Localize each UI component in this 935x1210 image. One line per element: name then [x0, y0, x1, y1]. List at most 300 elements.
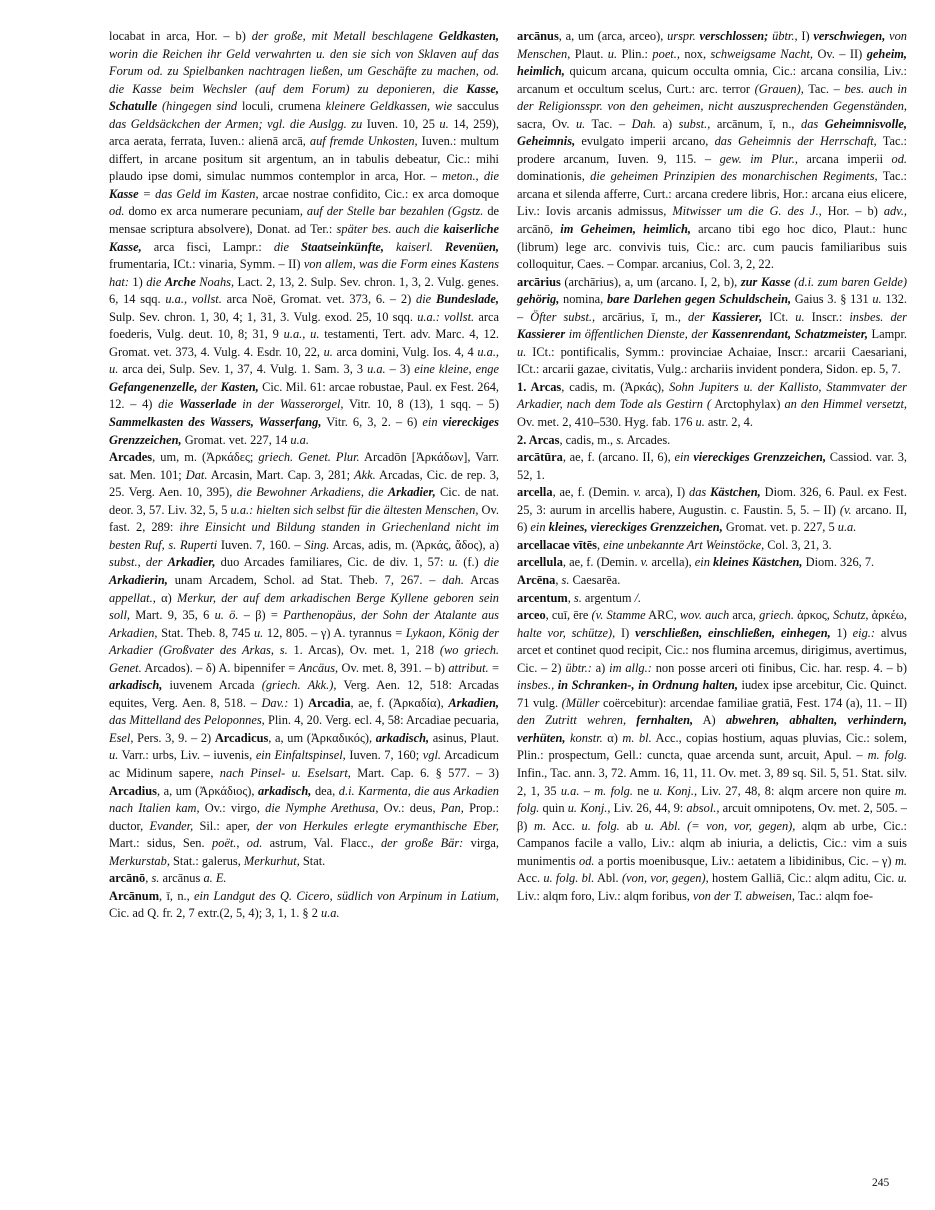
entry-text: (f.) — [457, 555, 484, 570]
entry-text: Stat.: galerus, — [169, 853, 244, 868]
entry-text: , cadis, m., — [559, 432, 617, 447]
entry-text: alvus arcet et continet quod recipit, Cic.: nos flumina arcemus, dirigimus, avertimus, Cic. – 2) — [517, 625, 907, 675]
entry-text: Abl. — [594, 871, 622, 886]
entry-text: u.a.: hielten sich selbst für die ältesten Menschen, — [230, 502, 479, 517]
entry-headword: arcellula — [517, 555, 563, 570]
entry-text: appellat., — [109, 590, 156, 605]
entry-text: ein — [694, 555, 714, 570]
entry-text: Akk. — [354, 467, 376, 482]
entry-text: A) — [693, 713, 726, 728]
entry-text: Cic. ad Q. fr. 2, 7 extr.(2, 5, 4); 3, 1, 1. § 2 — [109, 906, 321, 921]
entry-text: Arcasin, Mart. Cap. 3, 281; — [207, 467, 355, 482]
entry-text: Diom. 326, 6. Paul. ex Fest. 25, 3: aurum in arcellis habere, Augustin. c. Faustin. 5, 5. – II) — [517, 485, 907, 517]
entry-text: dominationis, — [517, 169, 591, 184]
entry-text: astr. 2, 4. — [704, 415, 753, 430]
entry-text: ne — [632, 783, 654, 798]
entry-text: arkadisch, — [258, 783, 312, 798]
dictionary-entry — [517, 607, 907, 905]
entry-text: astrum, Val. Flacc., — [262, 836, 381, 851]
entry-text: Plaut. — [570, 46, 608, 61]
entry-text: zur Kasse — [740, 274, 791, 289]
entry-text: der große, mit Metall beschlagene — [251, 29, 439, 43]
entry-text: Geheimnisvolle, Geheimnis, — [517, 116, 907, 149]
entry-text: = — [488, 660, 500, 675]
entry-text: 1) — [288, 695, 309, 710]
entry-text: Tac.: arcana et silenda afferre, Curt.: arcana credere libris, Hor.: arcana eius elicere, Liv.: Iovis arcanis admissus, — [517, 169, 907, 219]
entry-text: Schutz, — [833, 608, 869, 623]
entry-text: a) — [656, 116, 679, 131]
entry-text: Plin.: — [617, 46, 653, 61]
entry-text: kleinere Geldkassen, wie — [325, 99, 453, 114]
entry-text: arca domini, Vulg. Ios. 4, 4 — [332, 344, 478, 359]
entry-text: s. — [151, 871, 160, 886]
entry-text: Esel, — [109, 730, 134, 745]
entry-headword: arcātūra — [517, 450, 563, 465]
entry-text: Caesarēa. — [569, 572, 621, 587]
entry-text: Sulp. Sev. chron. 1, 30, 4; 1, 31, 3. Vulg. exod. 25, 10 sqq. — [109, 309, 418, 324]
entry-text: ein Landgut des Q. Cicero, südlich von Arpinum in Latium, — [194, 888, 499, 903]
dictionary-entry — [517, 590, 907, 608]
entry-text: , — [145, 871, 152, 886]
entry-text: Tac.: alqm foe- — [794, 888, 873, 903]
entry-text: bes. auch in der Religionsspr. von den geheimen, nicht auszusprechenden Gegenständen, — [517, 81, 907, 114]
entry-text: u. — [872, 292, 882, 307]
entry-text: m. — [534, 818, 547, 833]
entry-text: , ae, f. (Demin. — [562, 555, 641, 570]
entry-text: Col. 3, 21, 3. — [764, 537, 832, 552]
entry-text: meton., die — [442, 169, 499, 184]
entry-text: die — [483, 555, 500, 570]
entry-headword: arceo — [517, 608, 546, 623]
entry-text: den Zutritt wehren, — [517, 713, 637, 728]
entry-text: u. folg. — [581, 818, 620, 833]
entry-text: ἀρκέω, — [868, 608, 907, 623]
entry-text: Liv. 26, 44, 9: — [610, 801, 687, 816]
entry-text: m. folg. — [517, 783, 907, 816]
entry-text: Sohn Jupiters u. der Kallisto, Stammvater der Arkadier, nach dem Tode als Gestirn ( — [517, 379, 907, 412]
entry-text: Pers. 3, 9. – 2) — [133, 730, 215, 745]
entry-headword: 2. Arcas — [517, 432, 560, 447]
entry-text: Arcades. — [624, 432, 671, 447]
entry-text: arca dei, Sulp. Sev. 1, 37, 4. Vulg. 1. Sam. 3, 3 — [118, 362, 368, 377]
entry-text: arcana imperii — [797, 151, 892, 166]
entry-text: v. — [640, 555, 649, 570]
entry-text: das Mittelland des Peloponnes, — [109, 713, 265, 728]
entry-text: verschließen, einschließen, einhegen, — [635, 625, 831, 640]
entry-text: 1. Arcas), Ov. met. 1, 218 — [287, 643, 440, 658]
entry-text: Wasserlade — [178, 397, 237, 412]
entry-text: die — [273, 239, 302, 254]
entry-text: s. — [616, 432, 625, 447]
entry-text: Ov. – II) — [813, 46, 867, 61]
entry-headword: arcārius — [517, 274, 561, 289]
entry-text: von Menschen, — [517, 29, 907, 61]
entry-text: Ov.: deus, — [378, 801, 441, 816]
entry-text: u. — [575, 116, 586, 131]
entry-text: worin die Reichen ihr Geld verwahrten u. den sie sich von Sklaven auf das Forum od. zu Spielbanken nachtragen ließen, um Geschäfte zu machen, od. die Kasse beim Wechsler (auf dem Forum) zu deponieren, die — [109, 46, 499, 96]
entry-text: Cic. Mil. 61: arcae robustae, Paul. ex Fest. 264, 12. – 4) — [109, 379, 499, 412]
entry-text: domo ex arca numerare pecuniam, — [124, 204, 307, 219]
entry-text: subst., — [678, 116, 711, 131]
entry-text: von der T. abweisen, — [692, 888, 795, 903]
entry-text: die Bewohner Arkadiens, die — [236, 485, 388, 500]
entry-text: Diom. 326, 7. — [802, 555, 875, 570]
entry-text: Sing. — [304, 537, 330, 552]
entry-text: arca, — [729, 608, 760, 623]
entry-text: Revenüen, — [444, 239, 499, 254]
entry-text: u. ö. — [214, 608, 239, 623]
entry-text: Noahs, — [195, 274, 235, 289]
entry-text: s. — [561, 572, 570, 587]
entry-text: locabat in arca, Hor. – b) — [109, 29, 252, 43]
entry-text: gehörig, — [517, 292, 560, 307]
entry-text: Arcas — [463, 572, 499, 587]
entry-text: im Geheimen, heimlich, — [560, 222, 691, 237]
entry-text: das Geldsäckchen der Armen; vgl. die Auslgg. zu — [109, 116, 363, 131]
entry-text: attribut. — [448, 660, 489, 675]
entry-text: a) — [591, 660, 610, 675]
entry-text: Merkurhut, — [243, 853, 300, 868]
entry-text: verschlossen; — [699, 29, 769, 43]
entry-text: (griech. Akk.), — [261, 678, 337, 693]
entry-text: , — [567, 590, 574, 605]
entry-text: Infin., Tac. ann. 3, 72. Amm. 16, 11, 11. Ov. met. 3, 89 sq. Sil. 5, 51. Stat. silv. 2, 1, 35 — [517, 765, 907, 798]
entry-text: übtr.: — [565, 660, 592, 675]
entry-text: ein — [530, 520, 549, 535]
entry-text: 14, 259), arca aerata, ferrata, Iuven.: alienā arcā, — [109, 116, 499, 149]
entry-text: α) — [155, 590, 178, 605]
entry-text: testamenti, Tert. adv. Marc. 4, 12. Gromat. vet. 373, 4. Vulg. 4. Esdr. 10, 22, — [109, 327, 499, 359]
entry-text: Tac. – — [585, 116, 632, 131]
entry-text: u. folg. bl. — [543, 871, 595, 886]
entry-text: poët., od. — [211, 836, 263, 851]
entry-text: Ov. met. 8, 391. – b) — [338, 660, 449, 675]
entry-text: der große Bär: — [380, 836, 464, 851]
entry-text: m. — [894, 853, 908, 868]
entry-text: gew. im Plur., — [719, 151, 798, 166]
entry-text: die — [416, 292, 436, 307]
right-column — [517, 28, 907, 905]
dictionary-entry — [517, 379, 907, 432]
entry-text: sacculus — [452, 99, 500, 114]
entry-text: , — [596, 537, 604, 552]
entry-text: Kasten, — [220, 379, 259, 394]
entry-text: Stat. — [299, 853, 326, 868]
entry-text: griech. Genet. Plur. — [258, 450, 360, 465]
entry-text: arca), I) — [641, 485, 689, 500]
entry-text: (von, vor, gegen), — [621, 871, 709, 886]
entry-text: v. — [633, 485, 642, 500]
entry-text: Mart. Cap. 6. § 577. – 3) — [350, 765, 499, 780]
entry-text: u. Abl. (= von, vor, gegen), — [644, 818, 796, 833]
entry-text: fernhalten, — [636, 713, 694, 728]
entry-text: – β) = — [238, 608, 284, 623]
entry-text: u. Konj., — [653, 783, 698, 798]
entry-text: das — [689, 485, 711, 500]
entry-text: , cadis, m. (Ἀρκάς), — [561, 379, 670, 394]
entry-text: sacra, Ov. — [517, 116, 576, 131]
entry-text: nox, — [679, 46, 711, 61]
dictionary-entry — [109, 888, 499, 923]
entry-headword: Arcadius — [109, 783, 157, 798]
entry-text: insbes., — [517, 678, 558, 693]
entry-text: u.a. — [321, 906, 340, 921]
entry-text: von allem, was die Form eines Kastens hat: — [109, 257, 499, 289]
entry-text: Arkadierin, — [109, 572, 168, 587]
entry-headword: Arcānum — [109, 888, 160, 903]
entry-text: insbes. der — [849, 309, 907, 324]
dictionary-entry — [517, 449, 907, 484]
entry-headword: Arcēna — [517, 572, 556, 587]
entry-text: die geheimen Prinzipien des monarchischen Regiments, — [590, 169, 878, 184]
entry-text: Kassenrendant, Schatzmeister, — [711, 327, 868, 342]
entry-text: abwehren, abhalten, verhindern, verhüten, — [517, 713, 907, 745]
entry-text: od. — [579, 853, 595, 868]
entry-text: – 3) — [385, 362, 415, 377]
entry-text: Dah. — [631, 116, 656, 131]
entry-text: non posse arceri oti finibus, Cic. har. resp. 4. – b) — [651, 660, 907, 675]
dictionary-entry — [517, 432, 907, 450]
entry-text: Iuven.: multum differt, in arcane positum sit argentum, an in tabulis debeatur, Cic.: mihi plaudo ipse domi, simulac nummos contemplor in arca, Hor. – — [109, 134, 499, 184]
entry-text: Arcadōn [Ἀρκάδων], Varr. sat. Men. 101; — [109, 450, 499, 482]
entry-text: u. — [517, 344, 527, 359]
entry-text: Tac.: prodere arcanum, Iuven. 9, 115. – — [517, 134, 907, 166]
entry-text: d.i. Karmenta, die aus Arkadien nach Italien kam, — [109, 783, 499, 816]
entry-text: u. — [253, 625, 264, 640]
entry-text: , a, um (arca, arceo), — [558, 29, 668, 43]
entry-text: Arcadicum ac Midinum sapere, — [109, 748, 499, 780]
entry-text: unam Arcadem, Schol. ad Stat. Theb. 7, 267. – — [167, 572, 443, 587]
left-column — [109, 28, 499, 923]
entry-text: Lampr. — [867, 327, 908, 342]
entry-text: Kasse, Schatulle — [109, 81, 499, 114]
entry-headword: Arcadia — [308, 695, 351, 710]
entry-text: m. bl. — [622, 730, 652, 745]
entry-text: arcānus — [159, 871, 204, 886]
entry-text: ein — [422, 415, 443, 430]
entry-text: a. E. — [203, 871, 227, 886]
entry-text: a portis moenibusque, Liv.: aetatem a libidinibus, Cic. – γ) — [594, 853, 895, 868]
entry-text: Arcas, adis, m. (Ἀρκάς, ἄδος), a) — [329, 537, 499, 552]
entry-text: Evander, — [149, 818, 194, 833]
entry-text: übtr., — [768, 29, 798, 43]
entry-text: arcano tibi ego hoc dico, Plaut.: hunc (librum) lege arc. convivis tuis, Cic.: arc. cum paucis familiaribus suis colloquitur, Caes. – Compar. arcanius, Col. 3, 2, 22. — [517, 222, 908, 272]
entry-text: Arkadien, — [448, 695, 499, 710]
entry-text: (wo griech. Genet. — [109, 643, 500, 675]
dictionary-entry — [517, 554, 907, 572]
entry-text: vgl. — [422, 748, 442, 763]
entry-text: arcānum, ī, n., — [710, 116, 802, 131]
entry-text: Merkur, der auf dem arkadischen Berge Kyllene geboren sein soll, — [109, 590, 499, 623]
entry-text: nomina, — [559, 292, 607, 307]
entry-text: Cic. de nat. deor. 3, 57. Liv. 32, 5, 5 — [109, 485, 499, 517]
entry-text: , ae, f. (arcano. II, 6), — [562, 450, 675, 465]
entry-text: im allg.: — [609, 660, 652, 675]
entry-text: Tac. – — [803, 81, 845, 96]
entry-text: die — [158, 397, 179, 412]
entry-text: poet., — [652, 46, 680, 61]
entry-text: ein Einfaltspinsel, — [255, 748, 346, 763]
entry-text: Varr.: urbs, Liv. – iuvenis, — [118, 748, 256, 763]
entry-text: Gaius 3. § 131 — [791, 292, 873, 307]
entry-text: adv., — [883, 204, 908, 219]
dictionary-entry — [517, 28, 907, 274]
entry-text: Merkurstab, — [109, 853, 170, 868]
entry-text: , ae, f. (Ἀρκαδία), — [350, 695, 449, 710]
entry-text: 132. – — [517, 292, 907, 324]
entry-text: griech. — [759, 608, 794, 623]
entry-text: an den Himmel versetzt, — [784, 397, 908, 412]
entry-text: Ov.: virgo, — [199, 801, 266, 816]
entry-text: Vitr. 10, 8 (13), 1 sqq. – 5) — [343, 397, 499, 412]
entry-text: Mart. 9, 35, 6 — [130, 608, 215, 623]
entry-text: u.a. — [837, 520, 857, 535]
entry-text: Stat. Theb. 8, 745 — [157, 625, 254, 640]
entry-text: die Nymphe Arethusa, — [265, 801, 379, 816]
dictionary-entry — [109, 449, 499, 870]
entry-headword: arcella — [517, 485, 553, 500]
entry-text: u. — [448, 555, 458, 570]
entry-text: Arcados). – δ) A. bipennifer = — [141, 660, 299, 675]
dictionary-entry — [517, 484, 907, 537]
entry-text: u.a., u. — [109, 344, 500, 377]
entry-text: die — [146, 274, 165, 289]
entry-text: , cuī, ēre — [545, 608, 592, 623]
dictionary-entry — [109, 28, 499, 449]
entry-text: ICt. — [762, 309, 796, 324]
entry-text: ARC, — [645, 608, 680, 623]
entry-text: loculi, crumena — [237, 99, 326, 114]
entry-text: Ov. fast. 2, 289: — [109, 502, 499, 535]
entry-text: arcānō, — [517, 222, 561, 237]
entry-text: arcae nostrae confidito, Cic.: ex arca domoque — [258, 186, 499, 201]
entry-text: ihre Einsicht und Bildung standen in Griechenland nicht im besten Ruf, s. Ruperti — [109, 520, 499, 552]
entry-headword: arcellacae vītēs — [517, 537, 597, 552]
entry-text: Lykaon, König der Arkadier (Großvater des Arkas, s. — [109, 625, 499, 658]
entry-text: Mart.: sidus, Sen. — [109, 836, 212, 851]
entry-text: od. — [109, 204, 125, 219]
entry-text: konstr. — [565, 730, 603, 745]
entry-text: der — [197, 379, 221, 394]
entry-headword: 1. Arcas — [517, 379, 562, 394]
entry-text: Acc. — [517, 871, 544, 886]
entry-text: u.a.: vollst. — [417, 309, 475, 324]
entry-text: bare Darlehen gegen Schuldschein, — [606, 292, 792, 307]
entry-text: u.a. — [290, 432, 309, 447]
entry-text: arkadisch, — [109, 678, 163, 693]
entry-text: Geldkasten, — [438, 29, 500, 43]
entry-text: arca foederis, Vulg. deut. 10, 8; 31, 9 — [109, 309, 499, 342]
entry-text: Arcadas, Cic. de rep. 3, 25. Verg. Aen. 10, 395), — [109, 467, 499, 500]
entry-text: wov. auch — [679, 608, 730, 623]
entry-text: frumentaria, ICt.: vinaria, Symm. – II) — [109, 257, 304, 272]
entry-text: de mensae scriptura absolvere), Donat. ad Ter.: — [109, 204, 500, 237]
entry-text: dah. — [442, 572, 464, 587]
entry-text: Cassiod. var. 3, 52, 1. — [517, 450, 907, 482]
entry-text: u.a., vollst. — [165, 292, 222, 307]
entry-headword: Arcadicus — [214, 730, 269, 745]
entry-text: (archārius), a, um (arcano. I, 2, b), — [560, 274, 741, 289]
entry-text: ein — [674, 450, 694, 465]
entry-text: u. — [897, 871, 907, 886]
entry-text: u.a., u. — [283, 327, 320, 342]
entry-text: (v. Stamme — [591, 608, 646, 623]
entry-text: 12, 805. – γ) A. tyrannus = — [263, 625, 406, 640]
entry-text: quin — [539, 801, 568, 816]
entry-text: halte vor, schütze), — [517, 625, 616, 640]
entry-text: auf der Stelle bar bezahlen (Ggstz. — [306, 204, 484, 219]
entry-text: der — [688, 309, 712, 324]
dictionary-entry — [517, 572, 907, 590]
entry-text: später bes. auch die — [336, 222, 444, 237]
entry-text: kleines Kästchen, — [713, 555, 803, 570]
entry-text: Gromat. vet. 227, 14 — [181, 432, 291, 447]
entry-text: arca fisci, Lampr.: — [141, 239, 274, 254]
entry-text: nach Pinsel- u. Eselsart, — [219, 765, 351, 780]
entry-text: coërcebitur): arcendae familiae gratiā, Fest. 174 (a), 11. – II) — [599, 695, 907, 710]
entry-text: eine unbekannte Art Weinstöcke, — [603, 537, 765, 552]
entry-text: arcuit omnipotens, Ov. met. 2, 505. – β) — [517, 801, 907, 833]
entry-text: , a, um (Ἀρκάδιος), — [156, 783, 259, 798]
entry-text: quicum arcana, quicum occulta omnia, Cic.: arcana consilia, Liv.: arcanum et occultum scelus, Curt.: arc. terror — [517, 64, 907, 96]
entry-text: duo Arcades familiares, Cic. de div. 1, 57: — [215, 555, 449, 570]
entry-text: ab — [619, 818, 645, 833]
entry-text: Staatseinkünfte, — [301, 239, 384, 254]
entry-text: Ov. met. 2, 410–530. Hyg. fab. 176 — [517, 415, 696, 430]
entry-text: s. — [573, 590, 582, 605]
entry-text: Gefangenenzelle, — [109, 379, 198, 394]
entry-text: arca Noë, Gromat. vet. 373, 6. – 2) — [221, 292, 417, 307]
entry-headword: arcānus — [517, 29, 559, 43]
entry-text: u. — [607, 46, 618, 61]
entry-text: Vitr. 6, 3, 2. – 6) — [321, 415, 423, 430]
entry-text: Kassierer — [517, 327, 566, 342]
entry-text: Sil.: aper, — [193, 818, 257, 833]
entry-text: arcārius, ī, m., — [595, 309, 689, 324]
entry-text: Ancäus, — [298, 660, 339, 675]
entry-text: u.a. – m. folg. — [560, 783, 633, 798]
entry-text: α) — [602, 730, 623, 745]
entry-text: kaiserl. — [384, 239, 445, 254]
entry-text: 1) — [128, 274, 147, 289]
entry-text: u. — [323, 344, 333, 359]
entry-text: arcano. II, 6) — [517, 502, 907, 535]
entry-text: Kästchen, — [710, 485, 761, 500]
entry-text: u.a. — [367, 362, 386, 377]
entry-text: Prop.: ductor, — [109, 801, 500, 833]
entry-text: arcella), — [648, 555, 695, 570]
entry-text: das Geheimnis der Herrschaft, — [714, 134, 877, 149]
entry-text: der von Herkules erlegte erymanthische Eber, — [256, 818, 499, 833]
entry-text: Iuven. 7, 160; — [345, 748, 423, 763]
entry-text: alqm ab urbe, Cic.: Campanos facile a vallo, Liv.: alqm ab iniuria, a delictis, Cic.: vim a suis munimentis — [517, 818, 907, 868]
entry-text: eine kleine, enge — [414, 362, 499, 377]
entry-text: kaiserliche Kasse, — [109, 222, 499, 254]
entry-headword: Arcades — [109, 450, 153, 465]
entry-text: I) — [797, 29, 814, 43]
dictionary-entry — [517, 537, 907, 555]
entry-text: , ae, f. (Demin. — [552, 485, 634, 500]
entry-text: evulgato imperii arcano, — [575, 134, 715, 149]
entry-text: u. — [795, 309, 805, 324]
entry-text: verschwiegen, — [813, 29, 886, 43]
page-number: 245 — [872, 1177, 890, 1189]
entry-text: urspr. — [667, 29, 700, 43]
entry-text: im öffentlichen Dienste, der — [565, 327, 712, 342]
entry-text: viereckiges Grenzzeichen, — [693, 450, 827, 465]
entry-text: u. — [109, 748, 119, 763]
entry-text: (v. — [839, 502, 852, 517]
